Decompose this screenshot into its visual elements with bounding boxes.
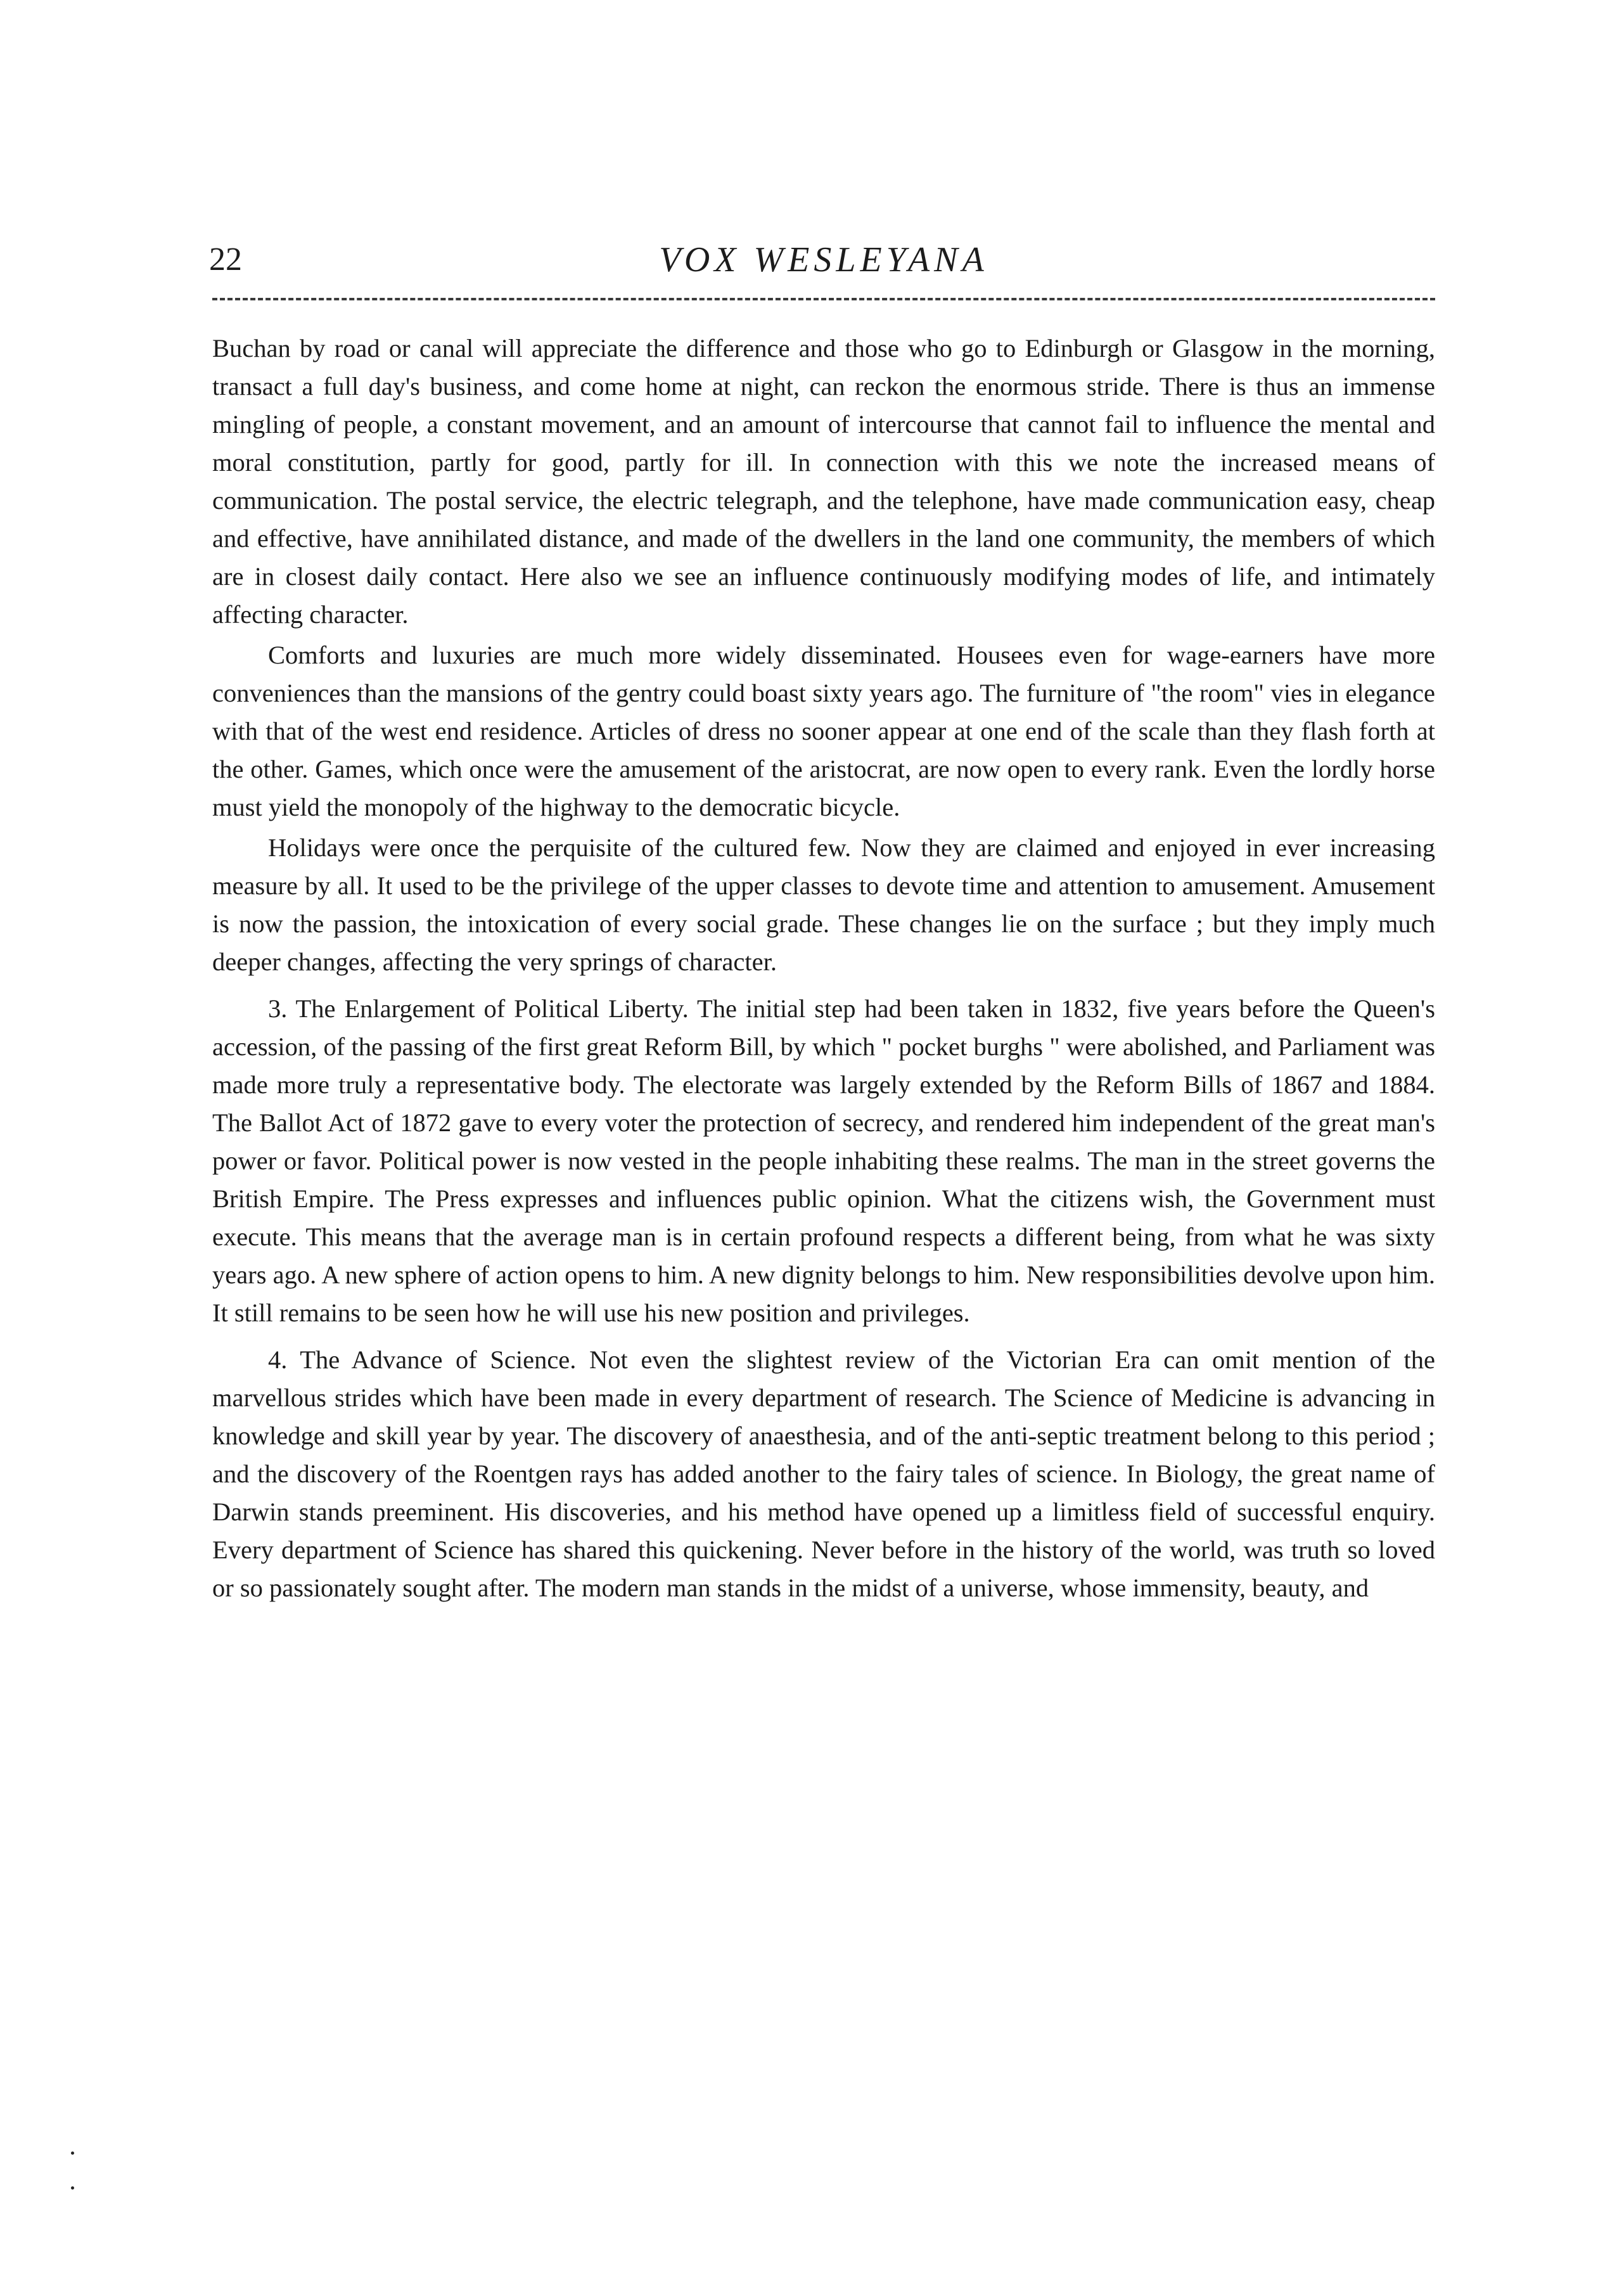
- paragraph-holidays: Holidays were once the perquisite of the cultured few. Now they are claimed and enjoyed in ever increasing measure by all. It used to be the privilege of the upper classes to devote time and attention to amusement. Amusement is now the passion, the intoxication of every social grade. These changes lie on the surface ; but they imply much deeper changes, affecting the very springs of character.: [212, 833, 1435, 976]
- paragraph-continuation: Buchan by road or canal will appreciate the difference and those who go to Edinburgh or Glasgow in the morning, transact a full day's business, and come home at night, can reckon the enormous stride. There is thus an immense mingling of people, a constant movement, and an amount of intercourse that cannot fail to influence the mental and moral constitution, partly for good, partly for ill. In connection with this we note the increased means of communication. The postal service, the electric telegraph, and the telephone, have made communication easy, cheap and effective, have annihilated distance, and made of the dwellers in the land one community, the members of which are in closest daily contact. Here also we see an influence continuously modifying modes of life, and intimately affecting character.: [212, 334, 1435, 629]
- paragraph-political-liberty: 3. The Enlargement of Political Liberty. The initial step had been taken in 1832, five years before the Queen's accession, of the passing of the first great Reform Bill, by which " pocket burghs " were abolished, and Parliament was made more truly a representative body. The electorate was largely extended by the Reform Bills of 1867 and 1884. The Ballot Act of 1872 gave to every voter the protection of secrecy, and rendered him independent of the great man's power or favor. Political power is now vested in the people inhabiting these realms. The man in the street governs the British Empire. The Press expresses and influences public opinion. What the citizens wish, the Government must execute. This means that the average man is in certain profound respects a different being, from what he was sixty years ago. A new sphere of action opens to him. A new dignity belongs to him. New responsibilities devolve upon him. It still remains to be seen how he will use his new position and privileges.: [212, 994, 1435, 1327]
- page-number: 22: [209, 241, 242, 278]
- header-rule: [212, 298, 1435, 300]
- margin-dot: [71, 2186, 74, 2190]
- paragraph-advance-of-science: 4. The Advance of Science. Not even the slightest review of the Victorian Era can omit mention of the marvellous strides which have been made in every department of research. The Science of Medicine is advancing in knowledge and skill year by year. The discovery of anaesthesia, and of the anti-septic treatment belong to this period ; and the discovery of the Roentgen rays has added another to the fairy tales of science. In Biology, the great name of Darwin stands preeminent. His discoveries, and his method have opened up a limitless field of successful enquiry. Every department of Science has shared this quickening. Never before in the history of the world, was truth so loved or so passionately sought after. The modern man stands in the midst of a universe, whose immensity, beauty, and: [212, 1345, 1435, 1602]
- running-title: VOX WESLEYANA: [659, 240, 988, 279]
- margin-dot: [71, 2152, 74, 2155]
- paragraph-comforts: Comforts and luxuries are much more widely disseminated. Housees even for wage-earners have more conveniences than the mansions of the gentry could boast sixty years ago. The furniture of "the room" vies in elegance with that of the west end residence. Articles of dress no sooner appear at one end of the scale than they flash forth at the other. Games, which once were the amusement of the aristocrat, are now open to every rank. Even the lordly horse must yield the monopoly of the highway to the democratic bicycle.: [212, 641, 1435, 821]
- body-text: [212, 330, 1435, 1607]
- page-header: [209, 234, 1438, 285]
